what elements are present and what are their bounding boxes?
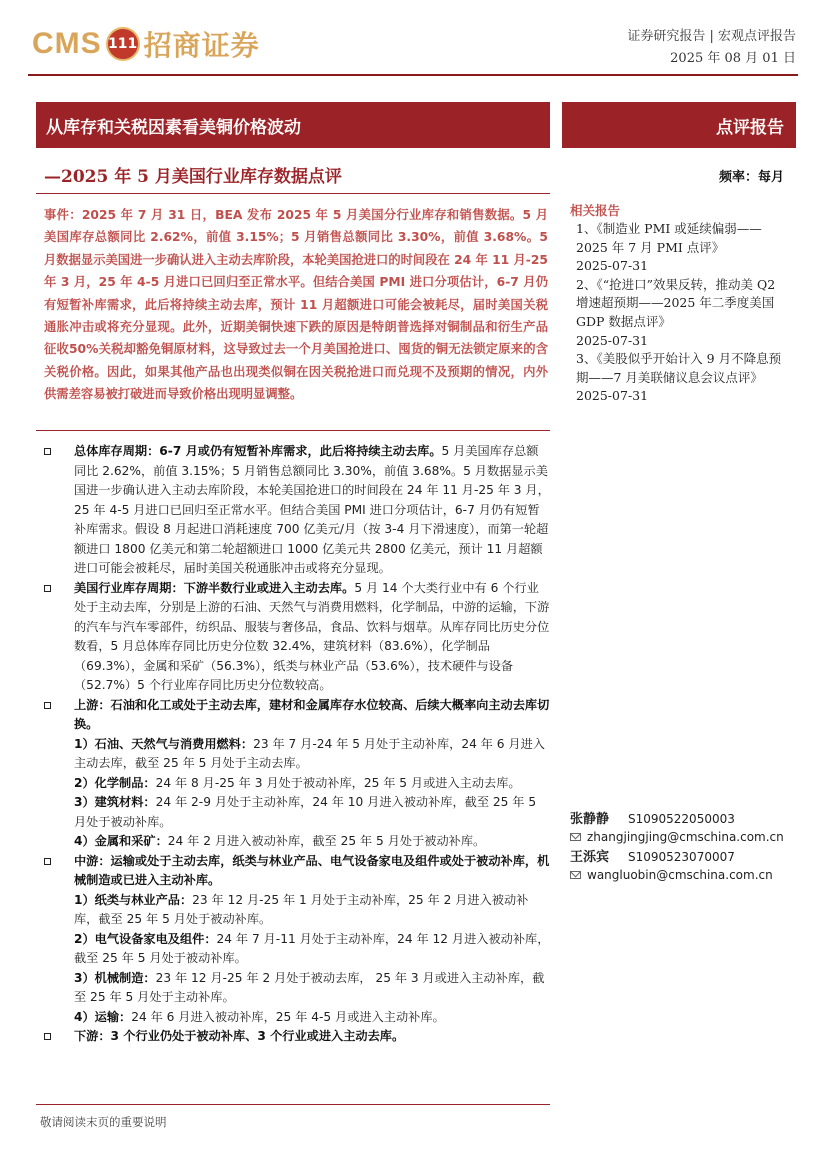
logo-text: CMS	[32, 27, 102, 60]
header-meta	[627, 26, 796, 70]
sub-head: 4）金属和采矿：	[74, 834, 168, 848]
author-name: 张静静	[570, 812, 610, 827]
related-report-item[interactable]	[576, 276, 786, 350]
sub-head: 1）纸类与林业产品：	[74, 892, 193, 907]
event-divider	[36, 430, 550, 431]
author-cert-id: S1090522050003	[628, 812, 735, 826]
sub-body: 24 年 2-9 月处于主动补库，24 年 10 月进入被动补库，截至 25 年 5 月处于被动补库。	[74, 795, 537, 829]
related-report-date: 2025-07-31	[576, 332, 649, 348]
sub-item	[42, 793, 550, 832]
author-block	[570, 846, 800, 882]
subtitle-divider	[36, 193, 550, 194]
related-report-date: 2025-07-31	[576, 258, 649, 274]
related-report-text[interactable]: 3、《美股似乎开始计入 9 月不降息预期——7 月美联储议息会议点评》	[576, 351, 782, 385]
related-report-text[interactable]: 1、《制造业 PMI 或延续偏弱——2025 年 7 月 PMI 点评》	[576, 221, 762, 255]
sub-item	[42, 774, 550, 794]
checkbox-bullet-icon	[44, 858, 51, 865]
bullet-item	[42, 696, 550, 735]
sub-item	[42, 930, 550, 969]
bullet-item	[42, 1027, 550, 1047]
sub-body: 24 年 2 月进入被动补库，截至 25 年 5 月处于被动补库。	[167, 834, 486, 848]
logo-chinese-name: 招商证券	[143, 29, 260, 62]
event-summary: 事件：2025 年 7 月 31 日，BEA 发布 2025 年 5 月美国分行业库存和销售数据。5 月美国库存总额同比 2.62%，前值 3.15%；5 月销售总额同比 3.30%，前值 3.68%。5 月数据显示美国进一步确认进入主动去库阶段，本轮美国抢进口的时间段在 24 年 11 月-25 年 3 月，25 年 4-5 月进口已回归至正常水平。但结合美国 PMI 进口分项估计，6-7 月仍有短暂补库需求，此后将持续主动去库，预计 11 月超额进口可能会被耗尽，届时美国关税通胀冲击或将充分显现。此外，近期美铜快速下跌的原因是特朗普选择对铜制品和衍生产品征收50%关税却豁免铜原材料，这导致过去一个月美国抢进口、囤货的铜无法锁定原来的含关税价格。因此，如果其他产品也出现类似铜在因关税抢进口而兑现不及预期的情况，内外供需差容易被打破进而导致价格出现明显调整。	[44, 208, 548, 402]
report-date: 2025 年 08 月 01 日	[670, 51, 796, 66]
bullet-head: 美国行业库存周期：下游半数行业或进入主动去库。	[74, 580, 355, 595]
related-report-item[interactable]	[576, 350, 786, 406]
email-icon	[570, 871, 581, 879]
bullet-item	[42, 579, 550, 696]
company-logo	[32, 22, 260, 66]
author-block	[570, 808, 800, 844]
logo-badge-icon: 111	[106, 27, 140, 61]
bullet-body: 5 月美国库存总额同比 2.62%，前值 3.15%；5 月销售总额同比 3.30%，前值 3.68%。5 月数据显示美国进一步确认进入主动去库阶段，本轮美国抢进口的时间段在 24 年 11 月-25 年 3 月，25 年 4-5 月进口已回归至正常水平。但结合美国 PMI 进口分项估计，6-7 月仍有短暂补库需求。假设 8 月起进口消耗速度 700 亿美元/月（按 3-4 月下滑速度），而第一轮超额进口 1800 亿美元和第二轮超额进口 1000 亿美元共 2800 亿美元，预计 11 月超额进口可能会被耗尽，届时美国关税通胀冲击或将充分显现。	[74, 444, 550, 575]
sub-head: 3）建筑材料：	[74, 795, 156, 809]
analysis-bullets	[42, 442, 550, 1047]
checkbox-bullet-icon	[44, 448, 51, 455]
sub-body: 23 年 12 月-25 年 1 月处于主动补库，25 年 2 月进入被动补库，截至 25 年 5 月处于被动补库。	[74, 892, 529, 926]
sub-head: 2）电气设备家电及组件：	[74, 931, 217, 946]
sub-body: 24 年 7 月-11 月处于主动补库，24 年 12 月进入被动补库，截至 25 年 5 月处于被动补库。	[74, 931, 550, 965]
bullet-head: 中游：运输或处于主动去库，纸类与林业产品、电气设备家电及组件或处于被动补库，机械制造或已进入主动补库。	[74, 853, 550, 887]
email-icon	[570, 833, 581, 841]
related-report-item[interactable]	[576, 220, 786, 276]
checkbox-bullet-icon	[44, 702, 51, 709]
report-title: 从库存和关税因素看美铜价格波动	[36, 102, 550, 148]
author-email[interactable]: wangluobin@cmschina.com.cn	[587, 868, 773, 882]
sub-item	[42, 832, 550, 852]
sub-item	[42, 735, 550, 774]
sub-item	[42, 1008, 550, 1028]
sub-item	[42, 891, 550, 930]
sub-body: 23 年 7 月-24 年 5 月处于主动补库，24 年 6 月进入主动去库，截至 25 年 5 月处于主动去库。	[74, 736, 545, 770]
footer-note: 敬请阅读末页的重要说明	[40, 1115, 167, 1129]
related-reports-list	[576, 220, 786, 406]
sub-head: 1）石油、天然气与消费用燃料：	[74, 736, 254, 751]
report-subtitle: —2025 年 5 月美国行业库存数据点评	[44, 167, 342, 187]
report-tag: 点评报告	[562, 102, 796, 148]
bullet-head: 下游：3 个行业仍处于被动补库、3 个行业或进入主动去库。	[74, 1029, 405, 1043]
header-divider	[28, 74, 798, 76]
report-type: 证券研究报告 | 宏观点评报告	[627, 29, 796, 44]
author-cert-id: S1090523070007	[628, 850, 735, 864]
report-frequency: 频率：每月	[718, 170, 784, 185]
bullet-head: 总体库存周期：6-7 月或仍有短暂补库需求，此后将持续主动去库。	[74, 444, 442, 458]
related-report-date: 2025-07-31	[576, 388, 649, 404]
related-reports-title: 相关报告	[570, 203, 621, 218]
sub-head: 4）运输：	[74, 1009, 132, 1024]
footer-divider	[36, 1104, 550, 1105]
checkbox-bullet-icon	[44, 1033, 51, 1040]
bullet-head: 上游：石油和化工或处于主动去库，建材和金属库存水位较高、后续大概率向主动去库切换。	[74, 697, 550, 731]
related-report-text[interactable]: 2、《“抢进口”效果反转，推动美 Q2 增速超预期——2025 年二季度美国 GDP 数据点评》	[576, 276, 776, 329]
sub-head: 2）化学制品：	[74, 775, 156, 790]
author-email[interactable]: zhangjingjing@cmschina.com.cn	[587, 830, 784, 844]
sub-head: 3）机械制造：	[74, 970, 156, 985]
bullet-body: 5 月 14 个大类行业中有 6 个行业处于主动去库，分别是上游的石油、天然气与消费用燃料，化学制品，中游的运输，下游的汽车与汽车零部件，纺织品、服装与奢侈品，食品、饮料与烟草。从库存同比历史分位数看，5 月总体库存同比历史分位数 32.4%，建筑材料（83.6%），化学制品（69.3%），金属和采矿（56.3%），纸类与林业产品（53.6%），技术硬件与设备（52.7%）5 个行业库存同比历史分位数较高。	[74, 580, 550, 692]
author-name: 王泺宾	[570, 850, 610, 865]
checkbox-bullet-icon	[44, 585, 51, 592]
sub-body: 24 年 6 月进入被动补库，25 年 4-5 月或进入主动补库。	[131, 1009, 445, 1024]
sub-body: 24 年 8 月-25 年 3 月处于被动补库，25 年 5 月或进入主动去库。	[155, 775, 521, 790]
sub-body: 23 年 12 月-25 年 2 月处于被动去库， 25 年 3 月或进入主动补库，截至 25 年 5 月处于主动补库。	[74, 970, 545, 1004]
sub-item	[42, 969, 550, 1008]
bullet-item	[42, 442, 550, 579]
bullet-item	[42, 852, 550, 891]
